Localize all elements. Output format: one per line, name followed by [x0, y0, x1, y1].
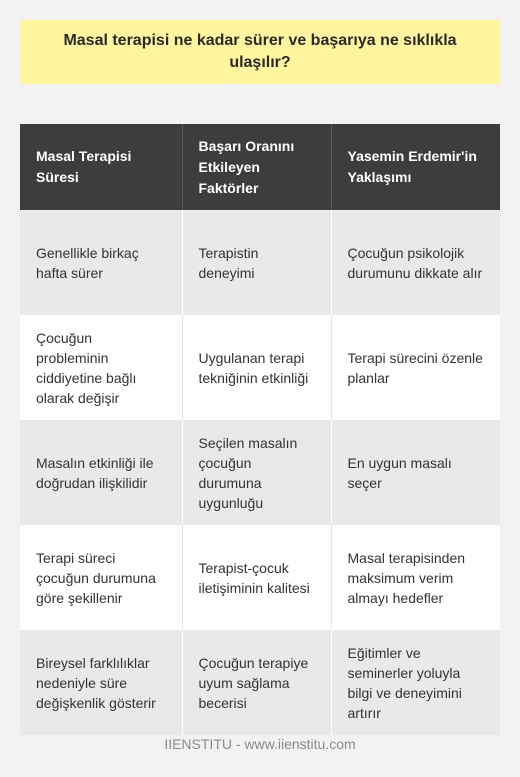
table-cell: Uygulanan terapi tekniğinin etkinliği [182, 315, 331, 420]
header-row [20, 124, 500, 210]
table-cell: Çocuğun psikolojik durumunu dikkate alır [331, 210, 500, 315]
table-cell: En uygun masalı seçer [331, 420, 500, 525]
title-banner [20, 20, 500, 84]
table-row [20, 210, 500, 315]
table-cell: Çocuğun probleminin ciddiyetine bağlı olarak değişir [20, 315, 182, 420]
table-row [20, 630, 500, 735]
table-cell: Seçilen masalın çocuğun durumuna uygunluğu [182, 420, 331, 525]
table-cell: Masalın etkinliği ile doğrudan ilişkilidir [20, 420, 182, 525]
table-row [20, 420, 500, 525]
table-cell: Terapistin deneyimi [182, 210, 331, 315]
table-body [20, 210, 500, 735]
header-cell-duration: Masal Terapisi Süresi [20, 124, 182, 210]
table-row [20, 315, 500, 420]
header-cell-approach: Yasemin Erdemir'in Yaklaşımı [331, 124, 500, 210]
table-cell: Terapi sürecini özenle planlar [331, 315, 500, 420]
table-row [20, 525, 500, 630]
table-header [20, 124, 500, 210]
table-cell: Çocuğun terapiye uyum sağlama becerisi [182, 630, 331, 735]
table-cell: Bireysel farklılıklar nedeniyle süre değişkenlik gösterir [20, 630, 182, 735]
header-cell-factors: Başarı Oranını Etkileyen Faktörler [182, 124, 331, 210]
page-title: Masal terapisi ne kadar sürer ve başarıya ne sıklıkla ulaşılır? [63, 32, 457, 71]
table-cell: Genellikle birkaç hafta sürer [20, 210, 182, 315]
table-cell: Eğitimler ve seminerler yoluyla bilgi ve deneyimini artırır [331, 630, 500, 735]
table-cell: Terapist-çocuk iletişiminin kalitesi [182, 525, 331, 630]
footer-credit: IIENSTITU - www.iienstitu.com [164, 736, 356, 752]
table-cell: Masal terapisinden maksimum verim almayı hedefler [331, 525, 500, 630]
table-cell: Terapi süreci çocuğun durumuna göre şekillenir [20, 525, 182, 630]
info-table [20, 124, 500, 735]
